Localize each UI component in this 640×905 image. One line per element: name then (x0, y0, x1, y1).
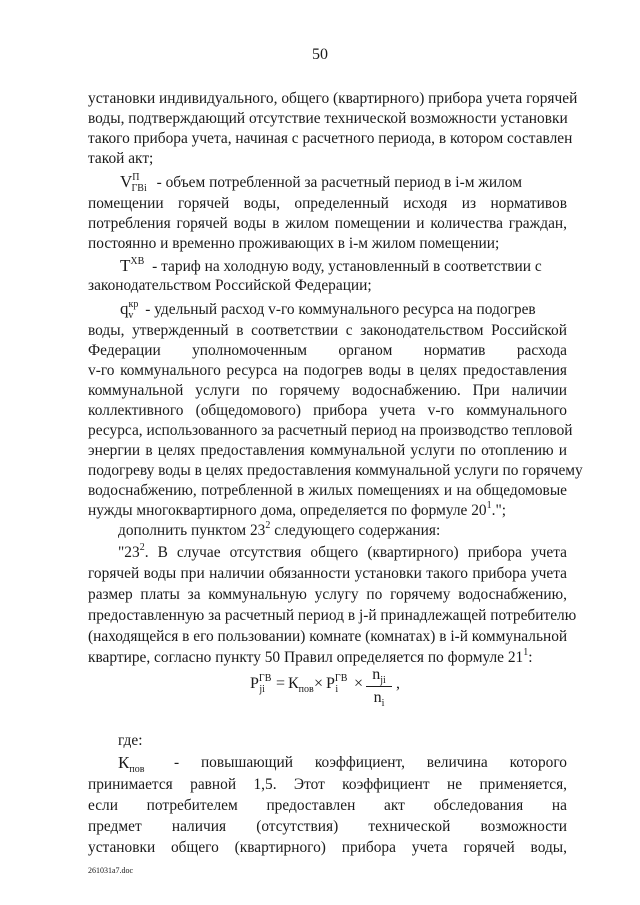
formula-equals: = (276, 675, 286, 692)
text-line: постоянно и временно проживающих в i-м жилом помещении; (88, 235, 500, 252)
text-line: установки общего (квартирного) прибора учета горячей воды, (88, 839, 567, 856)
text-line: водоснабжению, потребленной в жилых помещениях и на общедомовые (88, 482, 567, 499)
text-line: если потребителем предоставлен акт обследования на (88, 797, 567, 814)
definition-k-line: $К_{пов}$ - повышающий коэффициент, величина которого (118, 753, 567, 775)
text-line: принимается равной 1,5. Этот коэффициент не применяется, (88, 776, 567, 793)
text-line: установки индивидуального, общего (квартирного) прибора учета горячей (88, 90, 578, 107)
text-line: потребления горячей воды в жилом помещении и количества граждан, (88, 215, 567, 232)
definition-q-line: $q^{кр}_v$ - удельный расход v-го коммунального ресурса на подогрев (120, 299, 536, 321)
symbol-t: $T^{ХВ}$ (120, 256, 145, 275)
text-line: такой акт; (88, 150, 154, 167)
fraction-bar (366, 686, 392, 687)
text-line: (находящейся в его пользовании) комнате (комнатах) в i-й коммунальной (88, 628, 568, 645)
text-line: помещении горячей воды, определенный исходя из нормативов (88, 195, 567, 212)
text-line: предмет наличия (отсутствия) технической возможности (88, 818, 567, 835)
text-line: предоставленную за расчетный период в j-й принадлежащей потребителю (88, 607, 577, 624)
formula-k: $К_{пов}$ (288, 675, 314, 695)
text-line: такого прибора учета, начиная с расчетного периода, в котором составлен (88, 130, 573, 147)
text-line: коллективного (общедомового) прибора учета v-го коммунального (88, 402, 567, 419)
formula-comma: , (396, 675, 400, 692)
formula-lhs: $P^{ГВ}_{ji}$ (250, 673, 272, 695)
symbol-v: $V^П_{ГВi}$ (120, 172, 147, 194)
text-line: воды, подтверждающий отсутствие технической возможности установки (88, 110, 568, 127)
text-line: дополнить пунктом $23^2$ следующего содержания: (118, 520, 441, 539)
formula-denominator: $n_i$ (373, 689, 385, 709)
formula-numerator: $n_{ji}$ (372, 666, 386, 686)
file-name-footer: 261031a7.doc (88, 866, 134, 875)
definition-t-line: $T^{ХВ}$ - тариф на холодную воду, установленный в соответствии с (120, 256, 542, 275)
text-line: v-го коммунального ресурса на подогрев воды в целях предоставления (88, 362, 567, 379)
symbol-k: $К_{пов}$ (118, 753, 145, 775)
definition-v-line: $V^П_{ГВi}$ - объем потребленной за расчетный период в i-м жилом (120, 172, 522, 194)
text-line: законодательством Российской Федерации; (88, 277, 372, 294)
symbol-q: $q^{кр}_v$ (120, 299, 139, 321)
text-line: энергии в целях предоставления коммунальной услуги по отоплению и (88, 442, 567, 459)
formula-fraction (366, 666, 392, 707)
text-line: нужды многоквартирного дома, определяется по формуле $20^1$."; (88, 500, 506, 519)
formula-block (250, 664, 450, 708)
text-line: подогреву воды в целях предоставления коммунальной услуги по горячему (88, 462, 583, 479)
text-line: размер платы за коммунальную услугу по горячему водоснабжению, (88, 586, 567, 603)
text-line: Федерации уполномоченным органом норматив расхода (88, 342, 567, 359)
text-line: где: (118, 732, 143, 749)
text-line: "$23^2$. В случае отсутствия общего (квартирного) прибора учета (118, 542, 567, 561)
formula-p: $P^{ГВ}_i$ (326, 673, 348, 695)
text-line: воды, утвержденный в соответствии с законодательством Российской (88, 322, 567, 339)
text-line: горячей воды при наличии обязанности установки такого прибора учета (88, 565, 567, 582)
page-number: 50 (312, 46, 328, 63)
formula-times: × (314, 675, 324, 692)
text-line: ресурса, использованного за расчетный период на производство тепловой (88, 422, 573, 439)
formula-times: × (354, 675, 364, 692)
text-line: квартире, согласно пункту 50 Правил определяется по формуле $21^1$: (88, 647, 533, 666)
text-line: коммунальной услуги по горячему водоснабжению. При наличии (88, 382, 567, 399)
